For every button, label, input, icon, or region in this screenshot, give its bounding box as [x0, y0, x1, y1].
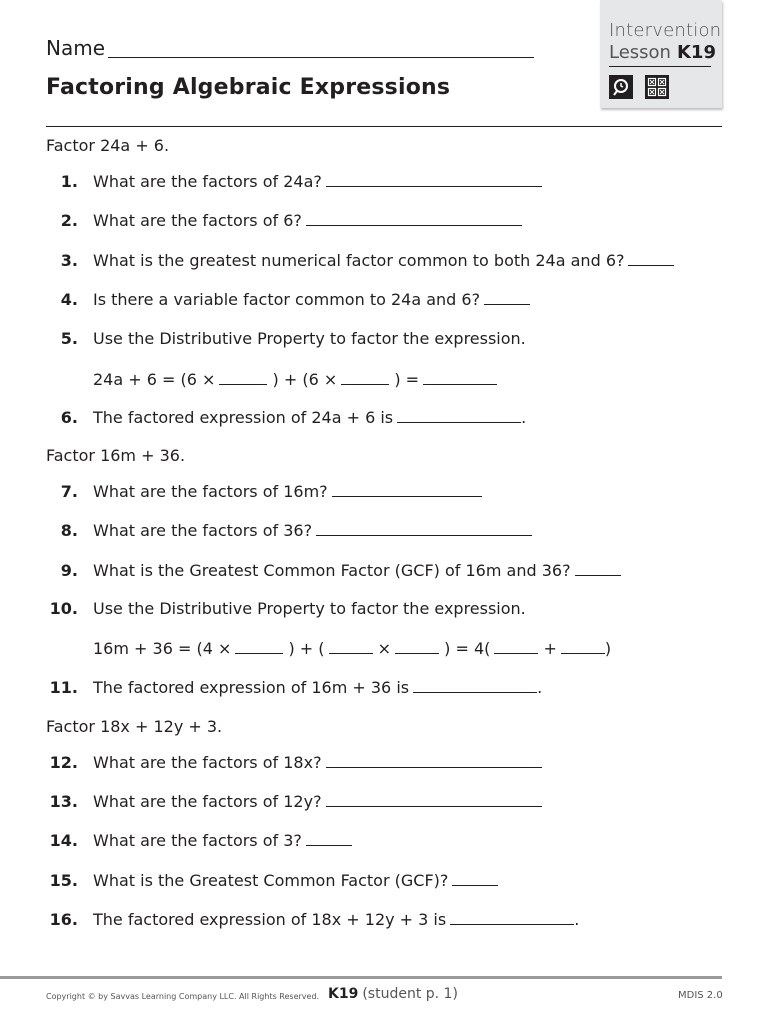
- sentence-period: .: [521, 408, 527, 427]
- grid-x-icon: [645, 75, 669, 99]
- header-divider: [46, 126, 722, 127]
- question-number: 6.: [60, 408, 78, 427]
- answer-blank[interactable]: [413, 678, 537, 693]
- question-number: 2.: [60, 211, 78, 230]
- question-text: What are the factors of 12y?: [93, 792, 322, 811]
- answer-blank[interactable]: [628, 251, 674, 266]
- answer-blank[interactable]: [326, 172, 542, 187]
- answer-blank[interactable]: [306, 831, 352, 846]
- answer-blank[interactable]: [395, 639, 439, 654]
- question-text: What are the factors of 3?: [93, 831, 302, 850]
- question-text: What is the Greatest Common Factor (GCF) of 16m and 36?: [93, 561, 571, 580]
- question-text: The factored expression of 24a + 6 is: [93, 408, 394, 427]
- sentence-period: .: [537, 678, 543, 697]
- answer-blank[interactable]: [329, 639, 373, 654]
- equation-part: ): [604, 639, 612, 658]
- equation-part: 24a + 6 = (6 ×: [93, 370, 216, 389]
- footer-page-label: [328, 986, 458, 1002]
- name-field[interactable]: [108, 57, 534, 58]
- equation-part: +: [543, 639, 557, 658]
- question-number: 1.: [60, 172, 78, 191]
- answer-blank[interactable]: [235, 639, 283, 654]
- lesson-tab-intervention: Intervention: [609, 20, 722, 41]
- footer-lesson-code: K19: [328, 986, 359, 1002]
- question-number: 10.: [49, 599, 78, 618]
- question-text: Is there a variable factor common to 24a and 6?: [93, 290, 481, 309]
- section-prompt-2: Factor 16m + 36.: [46, 446, 186, 465]
- section-prompt-1: Factor 24a + 6.: [46, 136, 170, 155]
- question-text: What are the factors of 18x?: [93, 753, 322, 772]
- question-text: What are the factors of 36?: [93, 521, 313, 540]
- footer-student-page: (student p. 1): [362, 986, 458, 1002]
- question-number: 5.: [60, 329, 78, 348]
- equation-part: 16m + 36 = (4 ×: [93, 639, 232, 658]
- question-text: What is the greatest numerical factor common to both 24a and 6?: [93, 251, 625, 270]
- answer-blank[interactable]: [423, 370, 497, 385]
- lesson-tab: [600, 0, 722, 108]
- answer-blank[interactable]: [575, 561, 621, 576]
- answer-blank[interactable]: [219, 370, 267, 385]
- question-number: 13.: [49, 792, 78, 811]
- equation-part: ) =: [394, 370, 420, 389]
- question-number: 15.: [49, 871, 78, 890]
- question-text: What are the factors of 24a?: [93, 172, 322, 191]
- sentence-period: .: [574, 910, 580, 929]
- question-text: What are the factors of 6?: [93, 211, 302, 230]
- question-text: Use the Distributive Property to factor the expression.: [93, 599, 526, 618]
- page-title: Factoring Algebraic Expressions: [46, 75, 451, 100]
- question-text: The factored expression of 16m + 36 is: [93, 678, 410, 697]
- question-number: 14.: [49, 831, 78, 850]
- section-prompt-3: Factor 18x + 12y + 3.: [46, 717, 223, 736]
- footer-version: MDIS 2.0: [678, 990, 723, 1001]
- question-text: What are the factors of 16m?: [93, 482, 328, 501]
- question-text: Use the Distributive Property to factor the expression.: [93, 329, 526, 348]
- answer-blank[interactable]: [484, 290, 530, 305]
- question-text: What is the Greatest Common Factor (GCF)?: [93, 871, 449, 890]
- name-label: Name: [46, 36, 106, 60]
- equation-part: ) + (: [288, 639, 325, 658]
- question-number: 16.: [49, 910, 78, 929]
- answer-blank[interactable]: [561, 639, 605, 654]
- answer-blank[interactable]: [397, 408, 521, 423]
- answer-blank[interactable]: [306, 211, 522, 226]
- lesson-tab-divider: [609, 66, 711, 67]
- equation-part: ) + (6 ×: [272, 370, 338, 389]
- answer-blank[interactable]: [341, 370, 389, 385]
- question-number: 12.: [49, 753, 78, 772]
- answer-blank[interactable]: [450, 910, 574, 925]
- equation-part: ) = 4(: [444, 639, 491, 658]
- lesson-code: K19: [676, 42, 716, 63]
- question-number: 4.: [60, 290, 78, 309]
- equation-part: ×: [377, 639, 392, 658]
- answer-blank[interactable]: [452, 871, 498, 886]
- footer-divider: [0, 976, 722, 979]
- answer-blank[interactable]: [332, 482, 482, 497]
- answer-blank[interactable]: [326, 792, 542, 807]
- question-number: 3.: [60, 251, 78, 270]
- question-number: 8.: [60, 521, 78, 540]
- answer-blank[interactable]: [316, 521, 532, 536]
- answer-blank[interactable]: [494, 639, 538, 654]
- lesson-tab-lesson: [609, 42, 716, 63]
- copyright-notice: Copyright © by Savvas Learning Company LLC. All Rights Reserved.: [46, 992, 320, 1001]
- lesson-label: Lesson: [609, 42, 671, 63]
- question-text: The factored expression of 18x + 12y + 3 is: [93, 910, 447, 929]
- question-number: 9.: [60, 561, 78, 580]
- answer-blank[interactable]: [326, 753, 542, 768]
- clock-check-icon: [609, 75, 633, 99]
- question-number: 11.: [49, 678, 78, 697]
- question-number: 7.: [60, 482, 78, 501]
